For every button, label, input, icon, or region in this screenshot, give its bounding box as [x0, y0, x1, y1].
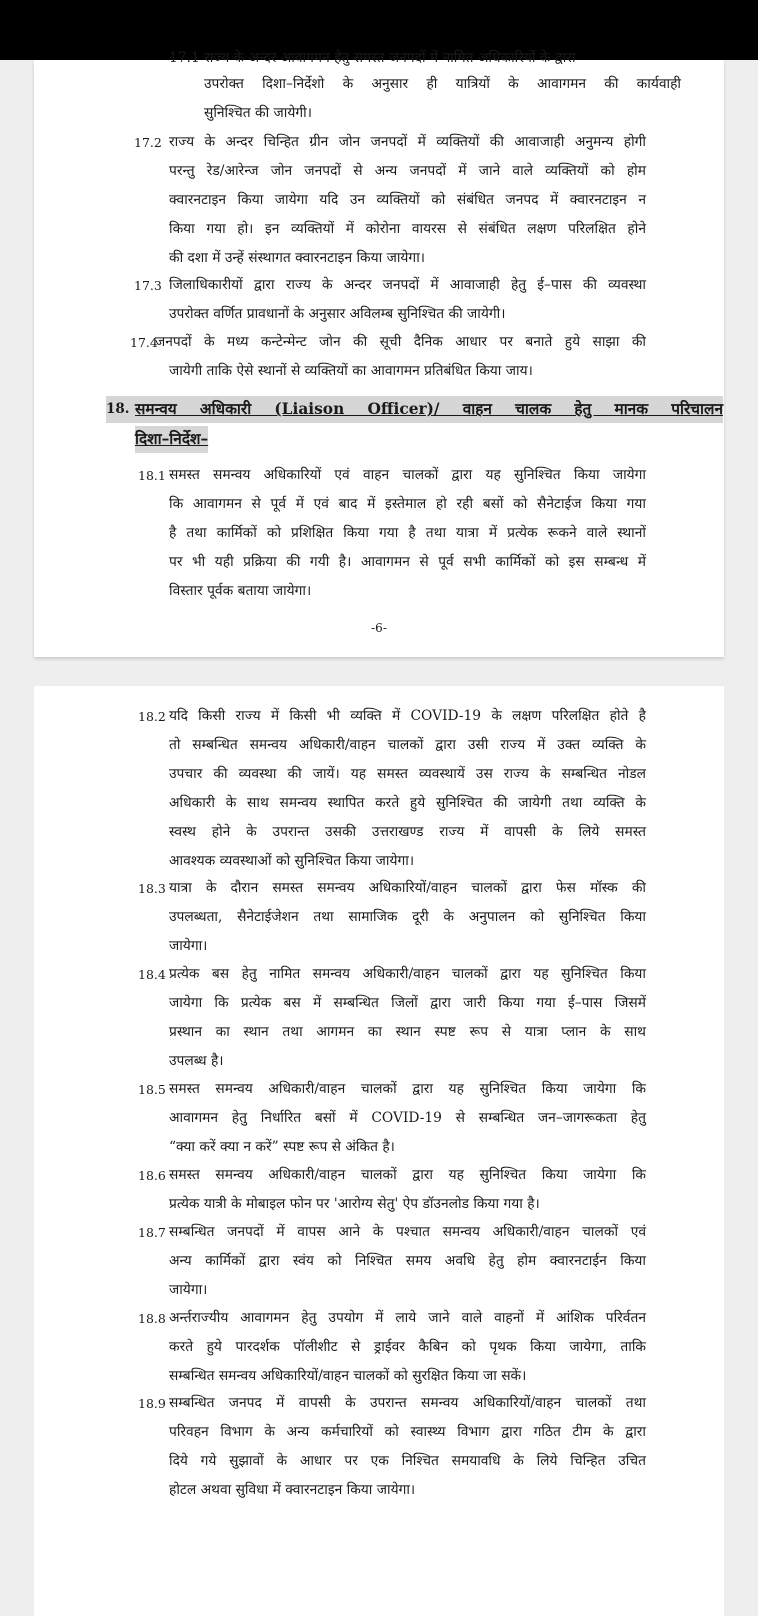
text-line: सम्बन्धित जनपद में वापसी के उपरान्त समन्वय अधिकारियों/वाहन चालकों तथा — [169, 1395, 646, 1411]
text-line: जायेगा कि प्रत्येक बस में सम्बन्धित जिलों द्वारा जारी किया गया ई–पास जिसमें — [169, 995, 646, 1012]
item-number: 18.6 — [138, 1168, 166, 1183]
document-page-7 — [34, 686, 724, 1616]
text-line: यात्रा के दौरान समस्त समन्वय अधिकारियों/वाहन चालकों द्वारा फेस मॉस्क की — [169, 880, 646, 896]
text-line: राज्य के अन्दर चिन्हित ग्रीन जोन जनपदों में व्यक्तियों की आवाजाही अनुमन्य होगी — [169, 134, 646, 150]
text-line: जायेगा। — [169, 1282, 208, 1299]
text-line: “क्या करें क्या न करें” स्पष्ट रूप से अंकित है। — [169, 1139, 395, 1156]
text-line: प्रस्थान का स्थान तथा आगमन का स्थान स्पष्ट रूप से यात्रा प्लान के साथ — [169, 1024, 646, 1041]
text-line: अन्य कार्मिकों द्वारा स्वंय को निश्चित समय अवधि हेतु होम क्वारनटाईन किया — [169, 1253, 646, 1270]
section-number: 18. — [106, 401, 130, 417]
item-number: 18.3 — [138, 881, 166, 896]
text-line: सम्बन्धित समन्वय अधिकारियों/वाहन चालकों को सुरक्षित किया जा सकें। — [169, 1368, 527, 1385]
item-number: 18.1 — [138, 468, 166, 483]
text-line: विस्तार पूर्वक बताया जायेगा। — [169, 583, 312, 600]
text-line: आवागमन हेतु निर्धारित बसों में COVID-19 से सम्बन्धित जन–जागरूकता हेतु — [169, 1110, 646, 1127]
item-number: 18.7 — [138, 1225, 166, 1240]
text-line: जायेगा। — [169, 938, 208, 955]
text-line: जिलाधिकारीयों द्वारा राज्य के अन्दर जनपदों में आवाजाही हेतु ई–पास की व्यवस्था — [169, 277, 646, 293]
item-number: 18.5 — [138, 1082, 166, 1097]
item-17-1-cut-line: 17.1 राज्य के अन्दर आवागमन हेतु समस्त जनपदों में नामित अधिकारियों के द्वारा — [169, 50, 576, 66]
text-line: सुनिश्चित की जायेगी। — [204, 105, 312, 122]
text-line: उपचार की व्यवस्था की जायें। यह समस्त व्यवस्थायें उस राज्य के सम्बन्धित नोडल — [169, 766, 646, 783]
page-number: -6- — [371, 621, 387, 635]
text-line: किया गया हो। इन व्यक्तियों में कोरोना वायरस से संबंधित लक्षण परिलक्षित होने — [169, 221, 646, 238]
section-title-line-1: समन्वय अधिकारी (Liaison Officer)/ वाहन चालक हेतु मानक परिचालन — [135, 400, 723, 418]
text-line: जनपदों के मध्य कन्टेन्मेन्ट जोन की सूची दैनिक आधार पर बनाते हुये साझा की — [155, 334, 646, 350]
item-number: 17.2 — [134, 135, 162, 150]
text-line: की दशा में उन्हें संस्थागत क्वारनटाइन किया जायेगा। — [169, 250, 426, 267]
item-number: 18.9 — [138, 1396, 166, 1411]
item-number: 18.8 — [138, 1311, 166, 1326]
text-line: परिवहन विभाग के अन्य कर्मचारियों को स्वास्थ्य विभाग द्वारा गठित टीम के द्वारा — [169, 1424, 646, 1441]
text-line: उपलब्ध है। — [169, 1053, 224, 1070]
item-number: 18.4 — [138, 967, 166, 982]
text-line: दिये गये सुझावों के आधार पर एक निश्चित समयावधि के लिये चिन्हित उचित — [169, 1453, 646, 1470]
text-line: परन्तु रेड/आरेन्ज जोन जनपदों से अन्य जनपदों में जाने वाले व्यक्तियों को होम — [169, 163, 646, 180]
section-title-line-2: दिशा–निर्देश– — [135, 426, 208, 453]
text-line: यदि किसी राज्य में किसी भी व्यक्ति में COVID-19 के लक्षण परिलक्षित होते है — [169, 708, 646, 724]
text-line: उपलब्धता, सैनेटाईजेशन तथा सामाजिक दूरी के अनुपालन को सुनिश्चित किया — [169, 909, 646, 926]
text-line: स्वस्थ होने के उपरान्त उसकी उत्तराखण्ड राज्य में वापसी के लिये समस्त — [169, 824, 646, 841]
text-line: समस्त समन्वय अधिकारी/वाहन चालकों द्वारा यह सुनिश्चित किया जायेगा कि — [169, 1081, 646, 1097]
text-line: अर्न्तराज्यीय आवागमन हेतु उपयोग में लाये जाने वाले वाहनों में आंशिक परिर्वतन — [169, 1310, 646, 1326]
text-line: करते हुये पारदर्शक पॉलीशीट से ड्राईवर कैबिन को पृथक किया जायेगा, ताकि — [169, 1339, 646, 1356]
text-line: पर भी यही प्रक्रिया की गयी है। आवागमन से पूर्व सभी कार्मिकों को इस सम्बन्ध में — [169, 554, 646, 571]
document-page-6 — [34, 50, 724, 657]
text-line: सम्बन्धित जनपदों में वापस आने के पश्चात समन्वय अधिकारी/वाहन चालकों एवं — [169, 1224, 646, 1240]
text-line: उपरोक्त दिशा–निर्देशो के अनुसार ही यात्रियों के आवागमन की कार्यवाही — [204, 76, 681, 92]
text-line: प्रत्येक यात्री के मोबाइल फोन पर 'आरोग्य सेतु' ऐप डॉउनलोड किया गया है। — [169, 1196, 540, 1213]
section-18-heading — [106, 396, 723, 453]
text-line: कि आवागमन से पूर्व में एवं बाद में इस्तेमाल हो रही बसों को सैनेटाईज किया गया — [169, 496, 646, 513]
text-line: उपरोक्त वर्णित प्रावधानों के अनुसार अविलम्ब सुनिश्चित की जायेगी। — [169, 306, 506, 323]
text-line: समस्त समन्वय अधिकारी/वाहन चालकों द्वारा यह सुनिश्चित किया जायेगा कि — [169, 1167, 646, 1183]
text-line: होटल अथवा सुविधा में क्वारनटाइन किया जायेगा। — [169, 1482, 416, 1499]
text-line: है तथा कार्मिकों को प्रशिक्षित किया गया है तथा यात्रा में प्रत्येक रूकने वाले स्थानों — [169, 525, 646, 542]
item-number: 17.4 — [130, 335, 158, 350]
text-line: आवश्यक व्यवस्थाओं को सुनिश्चित किया जायेगा। — [169, 853, 415, 870]
text-line: जायेगी ताकि ऐसे स्थानों से व्यक्तियों का आवागमन प्रतिबंधित किया जाय। — [169, 363, 533, 380]
text-line: समस्त समन्वय अधिकारियों एवं वाहन चालकों द्वारा यह सुनिश्चित किया जायेगा — [169, 467, 646, 483]
text-line: प्रत्येक बस हेतु नामित समन्वय अधिकारी/वाहन चालकों द्वारा यह सुनिश्चित किया — [169, 966, 646, 982]
item-number: 17.3 — [134, 278, 162, 293]
text-line: अधिकारी के साथ समन्वय स्थापित करते हुये सुनिश्चित की जायेगी तथा व्यक्ति के — [169, 795, 646, 812]
text-line: तो सम्बन्धित समन्वय अधिकारी/वाहन चालकों द्वारा उसी राज्य में उक्त व्यक्ति के — [169, 737, 646, 754]
item-number: 18.2 — [138, 709, 166, 724]
text-line: क्वारनटाइन किया जायेगा यदि उन व्यक्तियों को संबंधित जनपद में क्वारनटाइन न — [169, 192, 646, 209]
